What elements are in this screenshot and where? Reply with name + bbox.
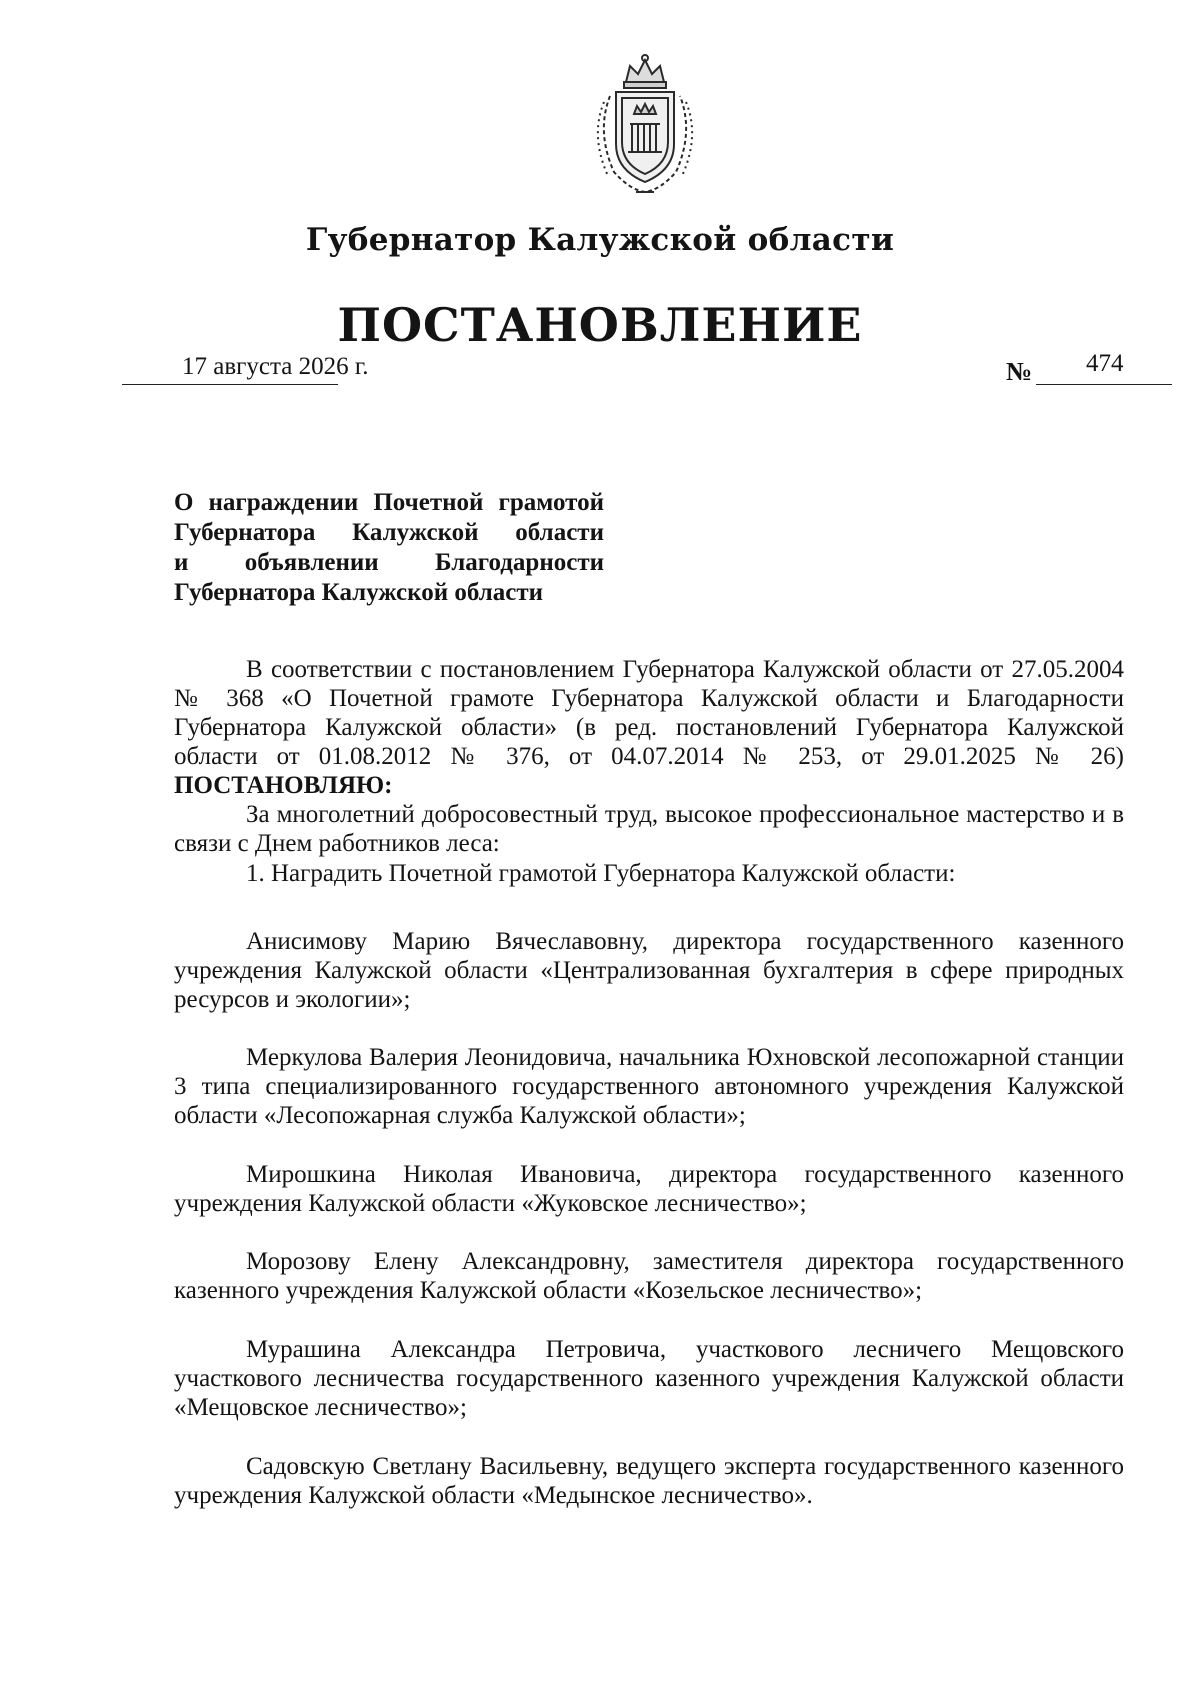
preamble-paragraph	[174, 655, 1124, 800]
decree-word: ПОСТАНОВЛЯЮ:	[174, 772, 393, 799]
awardee-paragraph: Анисимову Марию Вячеславовну, директора государственного казенного учреждения Калужской области «Централизованная бухгалтерия в сфере природных ресурсов и экологии»;	[174, 928, 1124, 1013]
awardee-paragraph: Мирошкина Николая Ивановича, директора государственного казенного учреждения Калужской области «Жуковское лесничество»;	[174, 1161, 1124, 1217]
date-underline	[122, 384, 338, 385]
number-underline	[1036, 384, 1172, 385]
document-number: 474	[1086, 350, 1124, 377]
awardee-paragraph: Мурашина Александра Петровича, участкового лесничего Мещовского участкового лесничества государственного казенного учреждения Калужской области «Мещовское лесничество»;	[174, 1336, 1124, 1421]
awardee-paragraph: Меркулова Валерия Леонидовича, начальника Юхновской лесопожарной станции 3 типа специализированного государственного автономного учреждения Калужской области «Лесопожарная служба Калужской области»;	[174, 1044, 1124, 1129]
number-sign: №	[1006, 357, 1033, 386]
issuing-authority: Губернатор Калужской области	[305, 222, 895, 258]
coat-of-arms-emblem	[586, 52, 704, 198]
subject-line: и объявлении Благодарности	[174, 549, 604, 576]
document-type-title: ПОСТАНОВЛЕНИЕ	[337, 298, 863, 352]
awardee-paragraph: Морозову Елену Александровну, заместителя директора государственного казенного учреждения Калужской области «Козельское лесничество»;	[174, 1248, 1124, 1304]
document-date: 17 августа 2026 г.	[182, 353, 369, 380]
subject-line: Губернатора Калужской области	[174, 519, 604, 546]
reason-paragraph: За многолетний добросовестный труд, высокое профессиональное мастерство и в связи с Днем работников леса:	[174, 801, 1124, 857]
item-1-heading: 1. Наградить Почетной грамотой Губернатора Калужской области:	[246, 860, 956, 887]
document-subject	[174, 488, 604, 608]
subject-line: О награждении Почетной грамотой	[174, 489, 604, 516]
preamble-text: В соответствии с постановлением Губернатора Калужской области от 27.05.2004 № 368 «О Почетной грамоте Губернатора Калужской области и Благодарности Губернатора Калужской области» (в ред. постановлений Губернатора Калужской области от 01.08.2012 № 376, от 04.07.2014 № 253, от 29.01.2025 № 26)	[174, 656, 1124, 770]
subject-line: Губернатора Калужской области	[174, 579, 544, 606]
awardee-paragraph: Садовскую Светлану Васильевну, ведущего эксперта государственного казенного учреждения Калужской области «Медынское лесничество».	[174, 1453, 1124, 1509]
